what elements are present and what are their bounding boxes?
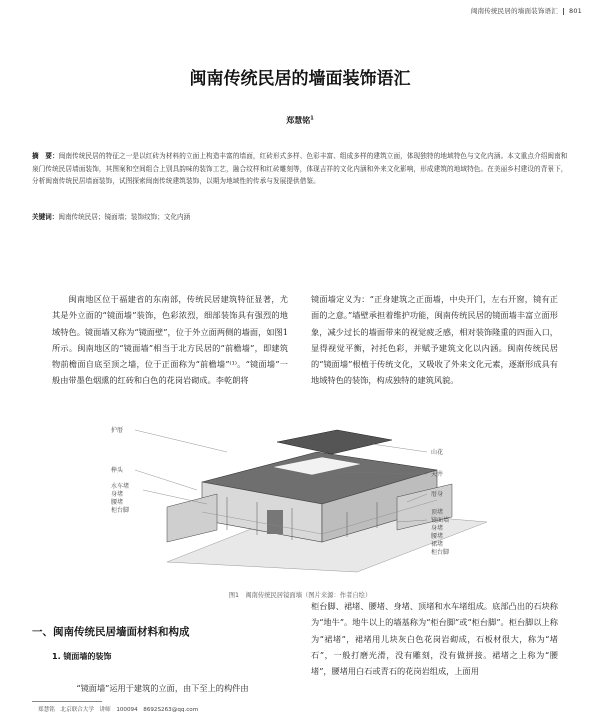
body-column-right-lower: 柜台脚、裙堵、腰堵、身堵、顶堵和水车堵组成。底部凸出的石块称为“地牛”。地牛以上的墙基称为“柜台脚”或“柜台脚”。柜台脚以上称为“裙堵”，裙堵用儿块灰白色花岗岩砌成，石板材很大，称为“堵石”，一般打磨光滑，没有雕刻，没有做拼接。裙堵之上称为“腰堵”，腰堵用白石或青石的花岗岩组成，上面用	[311, 601, 558, 677]
body-column-left-lower: “镜面墙”运用于建筑的立面，由下至上的构件由	[76, 683, 249, 693]
author-footnote: 郑慧铭 北京联合大学 讲师 100094 8692S263@qq.com	[38, 707, 199, 713]
fig-label-left: 柜台脚	[111, 507, 130, 514]
body-column-left: 闽南地区位于福建省的东南部，传统民居建筑特征显著，尤其是外立面的“镜面墙”装饰，色彩浓烈，细部装饰具有强烈的地域特色。镜面墙又称为“镜面壁”，位于外立面两侧的墙面，如图1所示。闽南地区的“镜面墙”相当于北方民居的“前檐墙”，即建筑物前檐面自底至顶之墙，位于正面称为“前檐墙”⁽¹⁾。“镜面墙”一般由带墨色烟熏的红砖和白色的花岗岩砌成。李乾朗将	[52, 294, 288, 386]
abstract-label: 摘 要：	[32, 152, 59, 160]
courtyard-house-illustration	[107, 412, 495, 582]
author-name: 郑慧铭	[286, 116, 311, 125]
figure-1	[107, 412, 495, 582]
figure-caption: 图1 闽南传统民居镜面墙（图片来源：作者自绘）	[228, 592, 372, 599]
running-header	[471, 6, 582, 15]
fig-label-left: 身堵	[111, 491, 124, 498]
fig-label-left: 水车堵	[111, 483, 130, 490]
fig-label-right: 顶堵	[431, 509, 444, 516]
fig-label-right: 镜面墙	[431, 517, 450, 524]
fig-label-left: 榉头	[111, 467, 124, 474]
fig-label-left: 护厝	[111, 427, 124, 434]
fig-label-right: 裙堵	[431, 541, 444, 548]
subsection-heading: 1. 镜面墙的装饰	[52, 652, 112, 661]
fig-label-left: 腰堵	[111, 499, 124, 506]
body-column-right: 镜面墙定义为：“正身建筑之正面墙，中央开门，左右开窗，镜有正面的之意。”墙壁承担着维护功能，闽南传统民居的镜面墙丰富立面形象，减少过长的墙面带来的视觉疲乏感，相对装饰隆重的四面入口，显得视觉平衡，衬托色彩，并赋予建筑文化以内涵。闽南传统民居的“镜面墙”根植于传统文化，又吸收了外来文化元素，逐渐形成具有地域特色的装饰，构成独特的建筑风貌。	[311, 294, 558, 386]
page-number: 801	[568, 7, 582, 15]
keywords-label: 关键词：	[32, 213, 59, 221]
running-header-title: 闽南传统民居的墙面装饰语汇	[470, 7, 558, 15]
running-header-divider	[563, 8, 564, 15]
section-heading: 一、闽南传统民居墙面材料和构成	[32, 626, 190, 638]
fig-label-right: 身堵	[431, 525, 444, 532]
abstract-text: 闽南传统民居的特征之一是以红砖为材料的立面上构造丰富的墙面，红砖形式多样、色彩丰富、组成多样的建筑立面，体现独特的地域特色与文化内涵。本文重点介绍闽南和泉门传统民居墙面装饰，其图案和空间组合上别具韵味的装饰工艺，融合纹样和红砖雕刻等，体现吉祥的文化内涵和外来文化影响，形成建筑的地域特色。在美丽乡村建设的背景下，分析闽南传统民居墙面装饰，试图探索闽南传统建筑装饰，以期为地域性的传承与发展提供借鉴。	[32, 152, 568, 185]
fig-label-right: 柜台脚	[431, 549, 450, 556]
author-mark: 1	[310, 115, 314, 122]
fig-label-right: 厝身	[431, 491, 444, 498]
author-line	[0, 115, 600, 126]
footnote-rule	[32, 701, 102, 702]
fig-label-right: 腰堵	[431, 533, 444, 540]
fig-label-right: 山花	[431, 449, 444, 456]
abstract	[32, 150, 570, 188]
fig-label-right: 天井	[431, 471, 444, 478]
keywords-text: 闽南传统民居；镜面墙；装饰纹饰；文化内涵	[58, 213, 191, 221]
paper-title: 闽南传统民居的墙面装饰语汇	[189, 69, 411, 89]
keywords	[32, 211, 570, 221]
